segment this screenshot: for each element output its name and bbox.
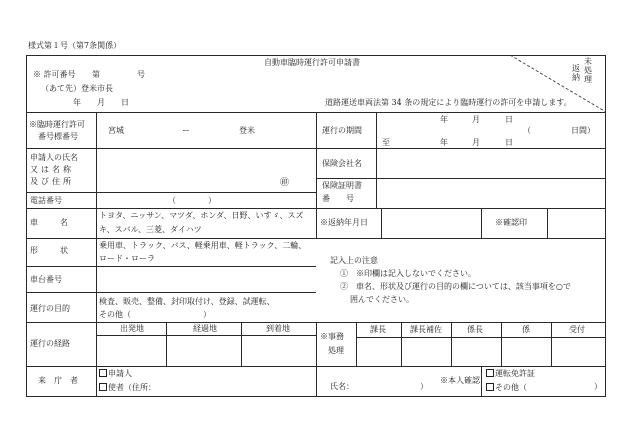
form-title: 自動車臨時運行許可申請書 — [264, 58, 360, 67]
office-col-reception: 受付 — [569, 325, 585, 334]
office-col-line-3 — [501, 322, 502, 366]
confirm-col-line — [481, 208, 482, 238]
shape-line-1: 乗用車、トラック、バス、軽乗用車、軽トラック、二輪、 — [99, 241, 307, 250]
confirm-seal-label: ※確認印 — [495, 218, 527, 227]
insurance-cert-label-2: 番 号 — [322, 194, 354, 203]
insurance-cert-label-1: 保険証明書 — [322, 181, 362, 190]
period-from-day: 日 — [505, 115, 513, 124]
route-departure-header: 出発地 — [120, 324, 144, 333]
period-from-year: 年 — [440, 115, 448, 124]
route-col-line-1 — [166, 322, 167, 366]
visitor-applicant-option[interactable] — [99, 369, 132, 378]
office-col-staff: 係 — [522, 325, 530, 334]
date-month: 月 — [97, 98, 105, 107]
date-day: 日 — [121, 98, 129, 107]
date-year: 年 — [73, 98, 81, 107]
other-id-checkbox[interactable] — [486, 383, 494, 391]
office-label-1: ※事務 — [320, 332, 344, 341]
route-col-line-2 — [241, 322, 242, 366]
addressee: （あて先）登米市長 — [41, 84, 113, 93]
unprocessed-mark-2: 処 — [584, 66, 592, 75]
period-to-month: 月 — [472, 138, 480, 147]
period-col-line — [376, 112, 377, 208]
period-to-day: 日 — [505, 138, 513, 147]
visitor-agent-option[interactable] — [99, 383, 156, 392]
row-line-phone — [26, 192, 316, 193]
office-col-line-4 — [551, 322, 552, 366]
purpose-line-1: 検査、販売、整備、封印取付け、登録、試運転、 — [99, 297, 275, 306]
office-header-line — [356, 337, 606, 338]
return-col-line — [381, 208, 382, 238]
office-col-subsection: 係長 — [467, 325, 483, 334]
frame-left — [26, 55, 27, 397]
vehicle-name-label: 車 名 — [30, 218, 70, 227]
applicant-label-2: 又は名称 — [30, 165, 74, 174]
visitor-agent-checkbox[interactable] — [99, 383, 107, 391]
plate-label-1: ※臨時運行許可 — [29, 120, 85, 129]
declaration: 道路運送車両法第 34 条の規定により臨時運行の許可を申請します。 — [325, 98, 572, 107]
other-id-option[interactable] — [486, 383, 527, 392]
plate-toyome: 登米 — [239, 126, 255, 135]
id-check-label: ※本人確認 — [440, 376, 480, 385]
row-line-insurance — [316, 178, 606, 179]
permit-number-go: 号 — [137, 70, 145, 79]
return-date-label: ※返納年月日 — [320, 218, 368, 227]
period-label: 運行の期間 — [322, 126, 362, 135]
visitor-applicant-checkbox[interactable] — [99, 369, 107, 377]
period-to-mark: 至 — [382, 138, 390, 147]
notes-item-2: ② 車名、形状及び運行の目的の欄については、該当事項を○で — [340, 282, 571, 291]
visitor-agent-close: ） — [420, 382, 428, 391]
license-label: 運転免許証 — [495, 369, 535, 378]
office-col-line-2 — [451, 322, 452, 366]
other-id-close: ） — [594, 382, 602, 391]
office-label-2: 処理 — [328, 346, 344, 355]
id-check-col-line — [481, 366, 482, 397]
purpose-line-2: その他（ ） — [99, 310, 211, 319]
period-from-month: 月 — [472, 115, 480, 124]
chassis-label: 車台番号 — [30, 275, 62, 284]
license-option[interactable] — [486, 369, 535, 378]
seal-mark: ㊞ — [280, 178, 290, 188]
applicant-label-1: 申請人の氏名 — [30, 153, 78, 162]
notes-title: 記入上の注意 — [330, 256, 378, 265]
row-line-3 — [26, 238, 606, 239]
form-number: 様式第１号（第7条関係） — [28, 41, 122, 50]
office-col-line-0 — [356, 322, 357, 366]
row-line-5 — [26, 292, 316, 293]
other-id-label: その他（ — [495, 383, 527, 392]
office-col-assistant: 課長補佐 — [410, 325, 442, 334]
route-via-header: 経過地 — [193, 324, 217, 333]
label-col-line — [96, 112, 97, 397]
mid-col-line-b — [316, 322, 317, 397]
permit-number-dai: 第 — [92, 70, 100, 79]
plate-miyagi: 宮城 — [108, 126, 124, 135]
period-days: （ 日間） — [523, 126, 595, 135]
return-mark-2: 納 — [572, 73, 580, 82]
shape-line-2: ロード・ローラ — [99, 254, 155, 263]
plate-label-2: 番号標番号 — [38, 132, 78, 141]
unprocessed-mark-3: 理 — [584, 75, 592, 84]
vehicle-name-line-2: キ、スバル、三菱、ダイハツ — [99, 225, 202, 234]
period-to-year: 年 — [440, 138, 448, 147]
notes-item-1: ① ※印欄は記入しないでください。 — [340, 269, 476, 278]
route-arrival-header: 到着地 — [266, 324, 290, 333]
license-checkbox[interactable] — [486, 369, 494, 377]
visitor-name-label: 氏名： — [330, 382, 354, 391]
visitor-label: 来 庁 者 — [38, 376, 78, 385]
insurance-company-label: 保険会社名 — [322, 159, 362, 168]
visitor-applicant-label: 申請人 — [108, 369, 132, 378]
unprocessed-mark-1: 未 — [584, 57, 592, 66]
purpose-label: 運行の目的 — [30, 304, 70, 313]
shape-label: 形 状 — [30, 246, 70, 255]
phone-label: 電話番号 — [30, 196, 62, 205]
applicant-label-3: 及び住所 — [30, 177, 74, 186]
mid-col-line-a — [316, 112, 317, 238]
office-col-section-chief: 課長 — [370, 325, 386, 334]
route-label: 運行の経路 — [30, 339, 70, 348]
confirm-val-line — [547, 208, 548, 238]
notes-item-2b: 囲んでください。 — [350, 295, 414, 304]
vehicle-name-line-1: トヨタ、ニッサン、マツダ、ホンダ、日野、いすゞ、スズ — [99, 211, 304, 220]
return-mark-1: 返 — [572, 64, 580, 73]
plate-dash: ー — [182, 126, 190, 135]
office-col-line-1 — [401, 322, 402, 366]
visitor-agent-label: 使者（住所： — [108, 383, 156, 392]
route-header-line — [96, 335, 316, 336]
phone-paren: （ ） — [168, 196, 216, 205]
row-line-4 — [26, 266, 316, 267]
permit-number-label: ※ 許可番号 — [33, 70, 76, 79]
